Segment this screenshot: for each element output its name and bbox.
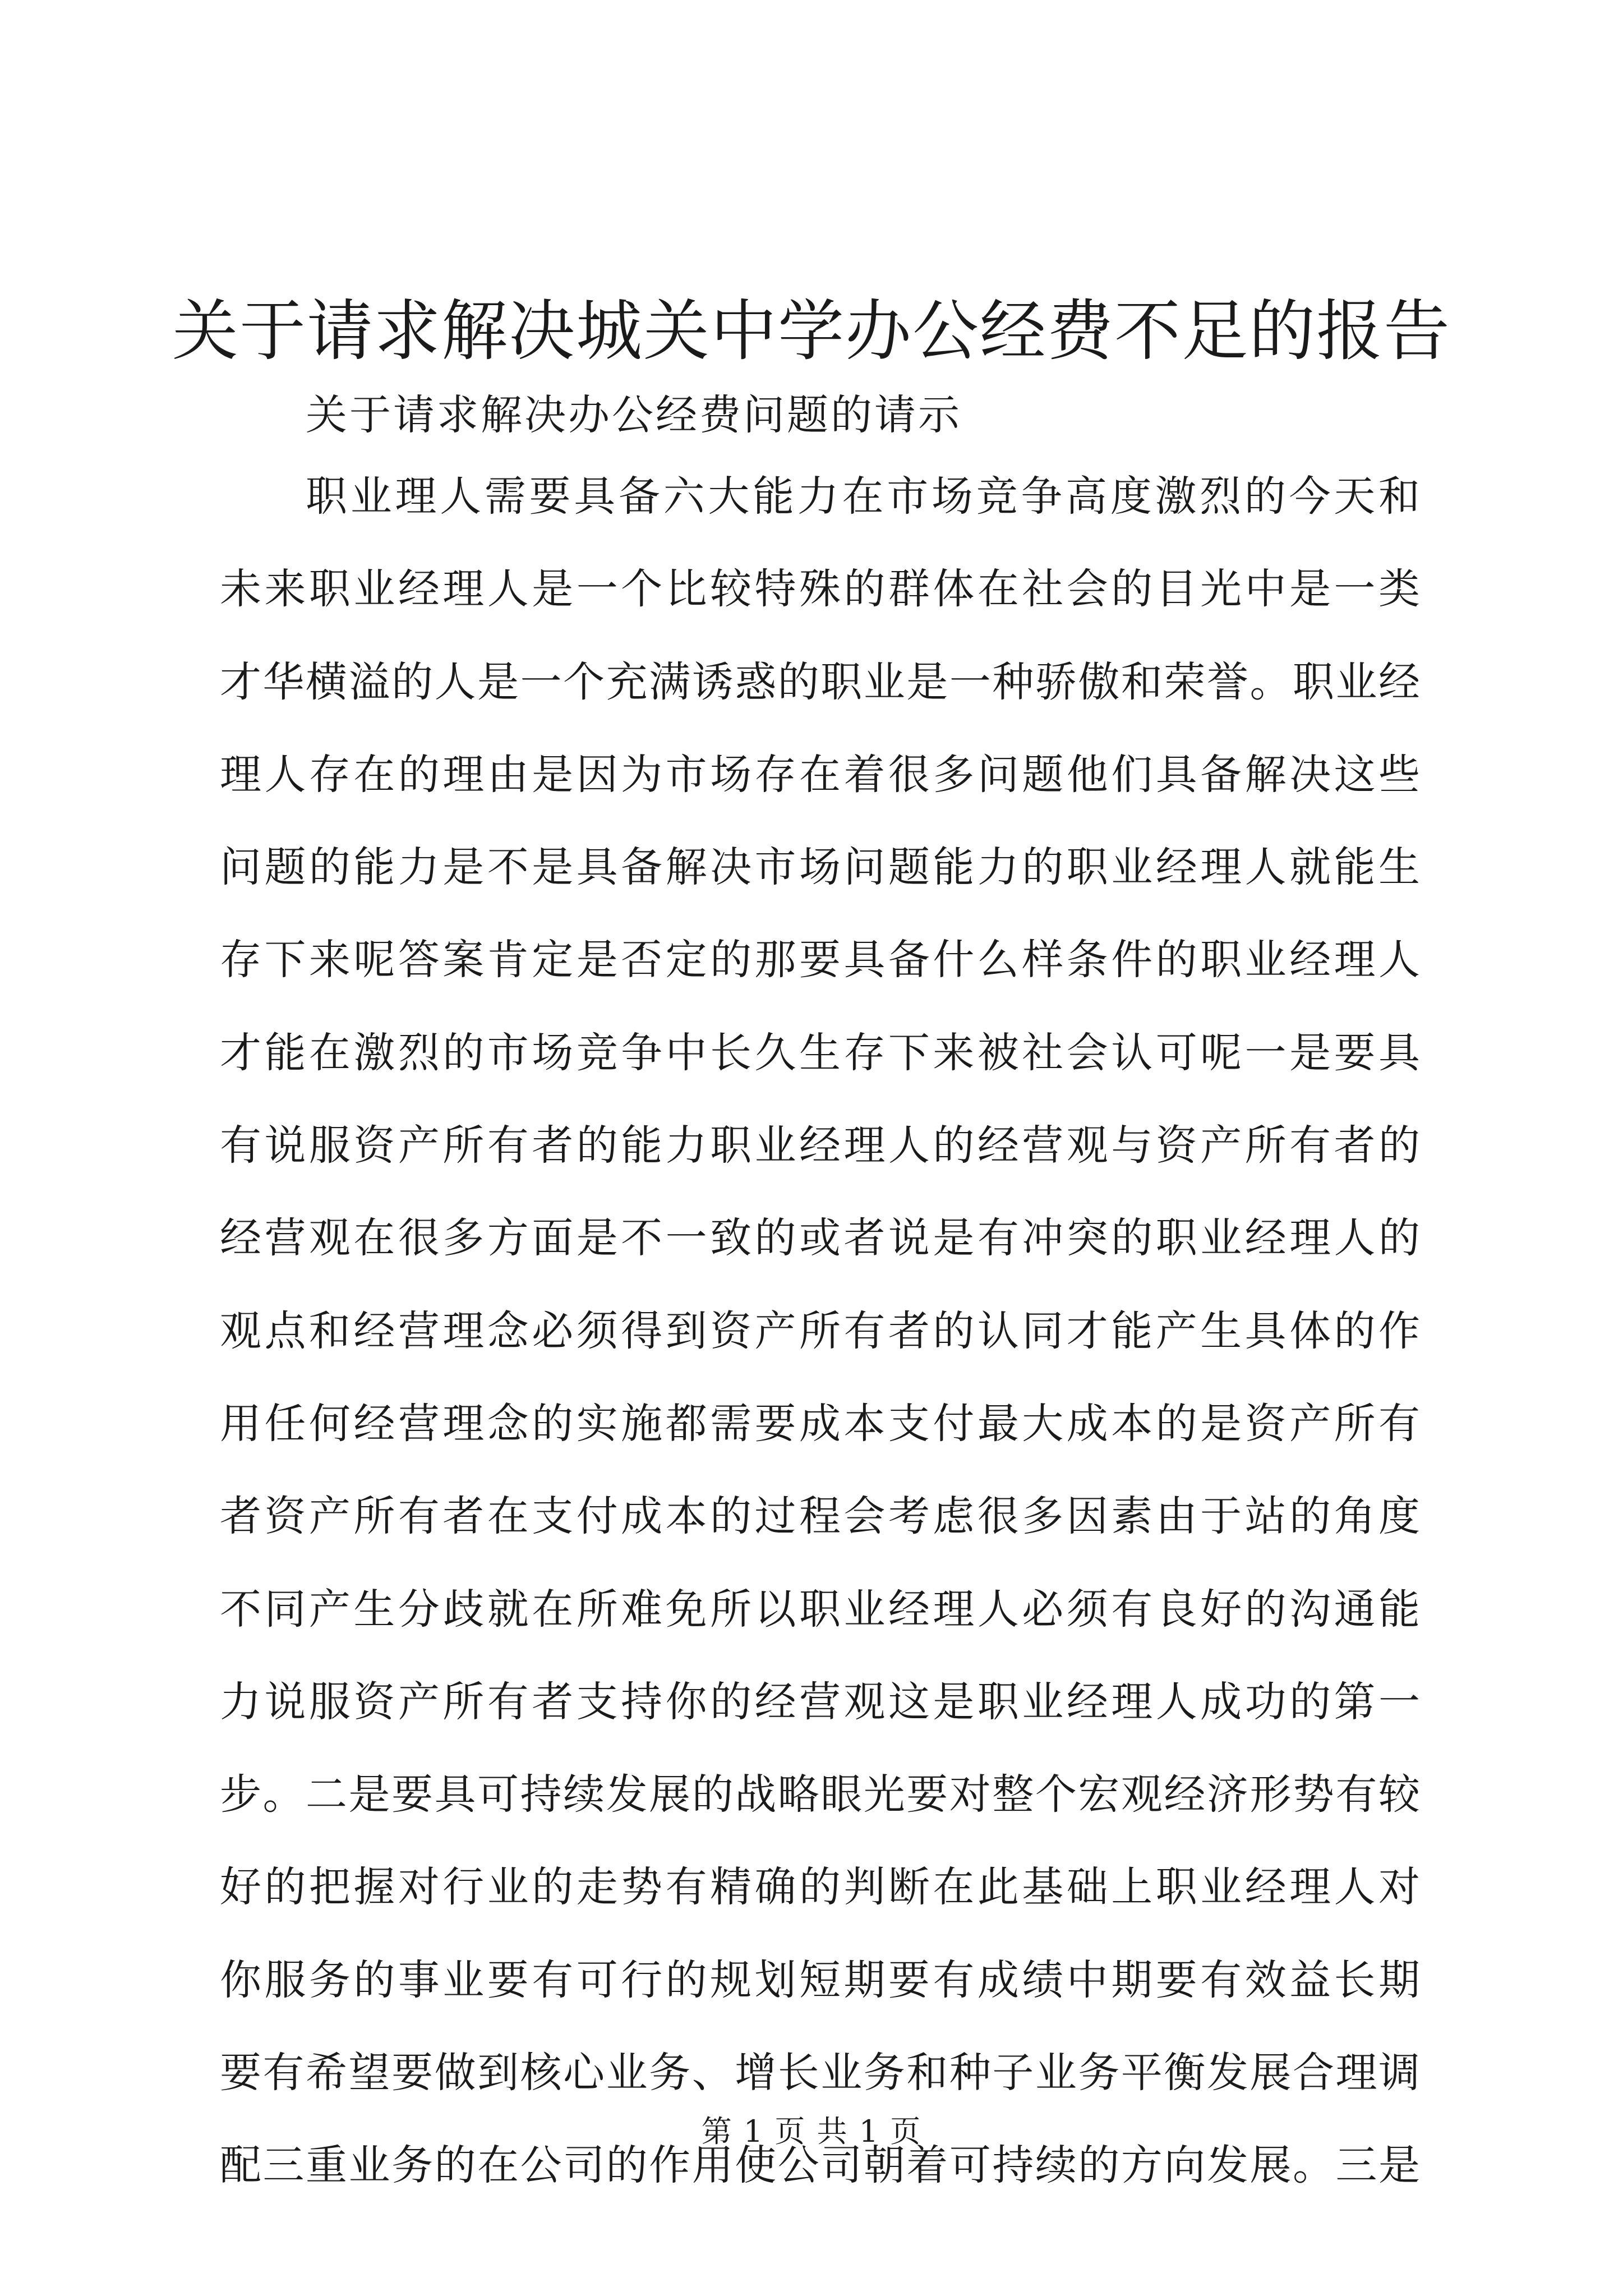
body-paragraph (220, 466, 1420, 2228)
body-line: 才能在激烈的市场竞争中长久生存下来被社会认可呢一是要具 (220, 1028, 1420, 1077)
body-line: 理人存在的理由是因为市场存在着很多问题他们具备解决这些 (220, 750, 1420, 799)
body-line: 力说服资产所有者支持你的经营观这是职业经理人成功的第一 (220, 1677, 1420, 1726)
document-title: 关于请求解决城关中学办公经费不足的报告 (172, 292, 1451, 370)
body-line: 用任何经营理念的实施都需要成本支付最大成本的是资产所有 (220, 1399, 1420, 1448)
body-line: 存下来呢答案肯定是否定的那要具备什么样条件的职业经理人 (220, 936, 1420, 984)
body-line: 观点和经营理念必须得到资产所有者的认同才能产生具体的作 (220, 1306, 1420, 1355)
document-subtitle: 关于请求解决办公经费问题的请示 (306, 391, 962, 439)
body-line: 经营观在很多方面是不一致的或者说是有冲突的职业经理人的 (220, 1214, 1420, 1263)
page-number-footer: 第 1 页 共 1 页 (701, 2114, 922, 2149)
body-line: 步。二是要具可持续发展的战略眼光要对整个宏观经济形势有较 (220, 1770, 1420, 1819)
body-line: 要有希望要做到核心业务、增长业务和种子业务平衡发展合理调 (220, 2049, 1420, 2097)
body-line: 不同产生分歧就在所难免所以职业经理人必须有良好的沟通能 (220, 1585, 1420, 1634)
body-line: 你服务的事业要有可行的规划短期要有成绩中期要有效益长期 (220, 1955, 1420, 2004)
body-line: 问题的能力是不是具备解决市场问题能力的职业经理人就能生 (220, 843, 1420, 892)
body-line: 有说服资产所有者的能力职业经理人的经营观与资产所有者的 (220, 1121, 1420, 1170)
body-line: 配三重业务的在公司的作用使公司朝着可持续的方向发展。三是 (220, 2141, 1420, 2190)
body-line: 好的把握对行业的走势有精确的判断在此基础上职业经理人对 (220, 1863, 1420, 1912)
body-line: 职业理人需要具备六大能力在市场竞争高度激烈的今天和 (306, 472, 1420, 521)
body-line: 未来职业经理人是一个比较特殊的群体在社会的目光中是一类 (220, 565, 1420, 614)
body-line: 才华横溢的人是一个充满诱惑的职业是一种骄傲和荣誉。职业经 (220, 657, 1420, 706)
body-line: 者资产所有者在支付成本的过程会考虑很多因素由于站的角度 (220, 1492, 1420, 1541)
